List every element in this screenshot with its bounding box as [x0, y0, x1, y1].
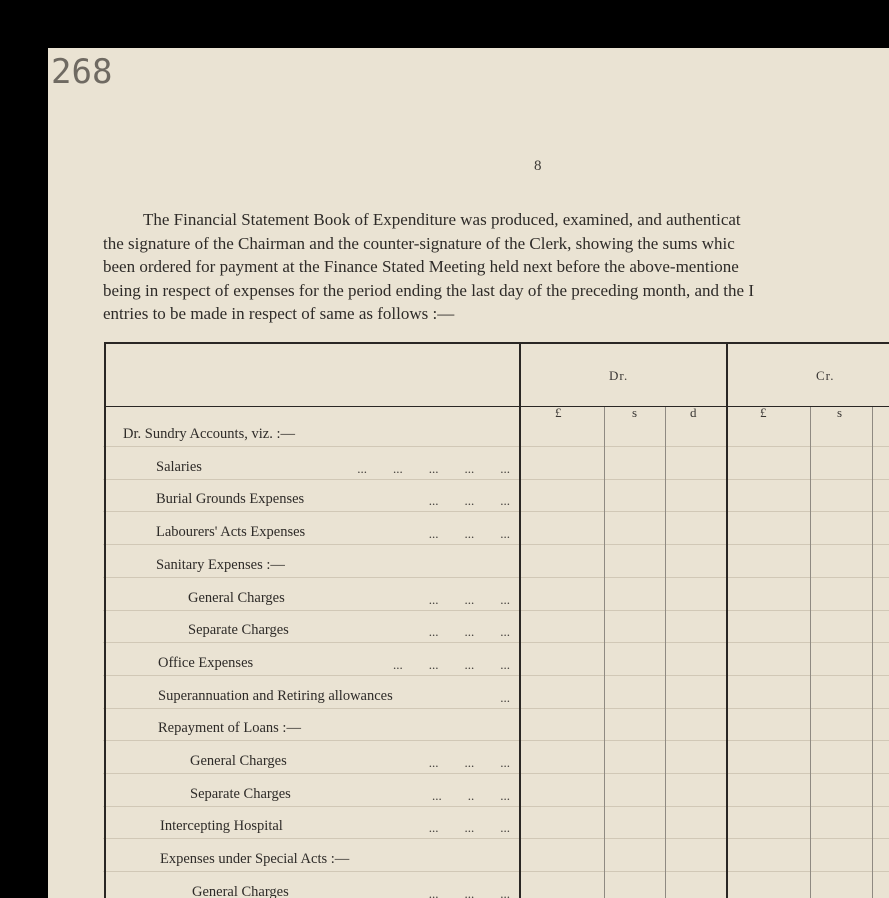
- row-label: Burial Grounds Expenses: [156, 491, 305, 508]
- row-label: General Charges: [188, 589, 285, 606]
- row-label: Salaries: [156, 458, 202, 475]
- leader-dots: ... ... ...: [428, 526, 510, 542]
- ruled-line: [103, 773, 889, 774]
- page-number: 8: [534, 158, 542, 174]
- ruled-line: [103, 577, 889, 578]
- row-label: Separate Charges: [188, 622, 289, 639]
- ruled-line: [103, 708, 889, 709]
- leader-dots: ... ... ...: [428, 820, 510, 836]
- unit-pounds: £: [760, 405, 767, 420]
- dr-column-divider: [519, 342, 521, 898]
- paragraph-line: the signature of the Chairman and the counter-signature of the Clerk, showing the sums whic: [103, 233, 735, 253]
- unit-pence: d: [690, 405, 697, 420]
- cr-column-divider: [726, 342, 728, 898]
- document-page: [48, 48, 889, 898]
- unit-shillings: s: [632, 405, 638, 420]
- row-label: Separate Charges: [190, 785, 291, 802]
- row-label: General Charges: [192, 883, 289, 898]
- ruled-line: [103, 511, 889, 512]
- leader-dots: ... ... ...: [428, 885, 510, 898]
- ruled-line: [103, 544, 889, 545]
- row-label: Intercepting Hospital: [160, 818, 283, 835]
- ruled-line: [103, 740, 889, 741]
- header-bottom-border: [104, 406, 889, 407]
- leader-dots: ... .. ...: [432, 787, 510, 803]
- row-label: Superannuation and Retiring allowances: [158, 687, 393, 704]
- ruled-line: [103, 838, 889, 839]
- unit-shillings: s: [837, 405, 843, 420]
- leader-dots: ... ... ... ... ...: [357, 460, 510, 476]
- ruled-line: [103, 871, 889, 872]
- ruled-line: [103, 479, 889, 480]
- row-label: Repayment of Loans :—: [158, 720, 301, 737]
- table-top-border: [104, 342, 889, 344]
- stamp-number: 268: [51, 52, 113, 92]
- leader-dots: ... ... ...: [428, 591, 510, 607]
- paragraph-line: been ordered for payment at the Finance Stated Meeting held next before the above-mentione: [103, 257, 739, 276]
- row-label: Expenses under Special Acts :—: [160, 851, 350, 868]
- shillings-divider: [604, 407, 605, 898]
- row-label: Office Expenses: [158, 654, 254, 671]
- row-label: Sanitary Expenses :—: [156, 556, 285, 573]
- ruled-line: [103, 675, 889, 676]
- leader-dots: ... ... ...: [428, 493, 510, 509]
- paragraph-line: The Financial Statement Book of Expenditure was produced, examined, and authenticat: [143, 210, 741, 229]
- row-label: Dr. Sundry Accounts, viz. :—: [123, 426, 295, 442]
- ruled-line: [103, 642, 889, 643]
- row-label: Labourers' Acts Expenses: [156, 524, 306, 541]
- row-label: General Charges: [190, 753, 287, 769]
- paragraph-line: entries to be made in respect of same as follows :—: [103, 304, 455, 323]
- leader-dots: ...: [500, 689, 510, 705]
- unit-pounds: £: [555, 405, 562, 420]
- leader-dots: ... ... ... ...: [393, 656, 510, 672]
- cr-shillings-divider: [810, 407, 811, 898]
- cr-header: Cr.: [816, 368, 835, 383]
- pence-divider: [665, 407, 666, 898]
- cr-pence-divider: [872, 407, 873, 898]
- leader-dots: ... ... ...: [428, 624, 510, 640]
- ruled-line: [103, 806, 889, 807]
- intro-paragraph: [103, 208, 889, 326]
- table-left-border: [104, 342, 106, 898]
- ruled-line: [103, 446, 889, 447]
- dr-header: Dr.: [609, 368, 629, 383]
- leader-dots: ... ... ...: [428, 755, 510, 770]
- ruled-line: [103, 610, 889, 611]
- paragraph-line: being in respect of expenses for the period ending the last day of the preceding month, and the I: [103, 280, 754, 300]
